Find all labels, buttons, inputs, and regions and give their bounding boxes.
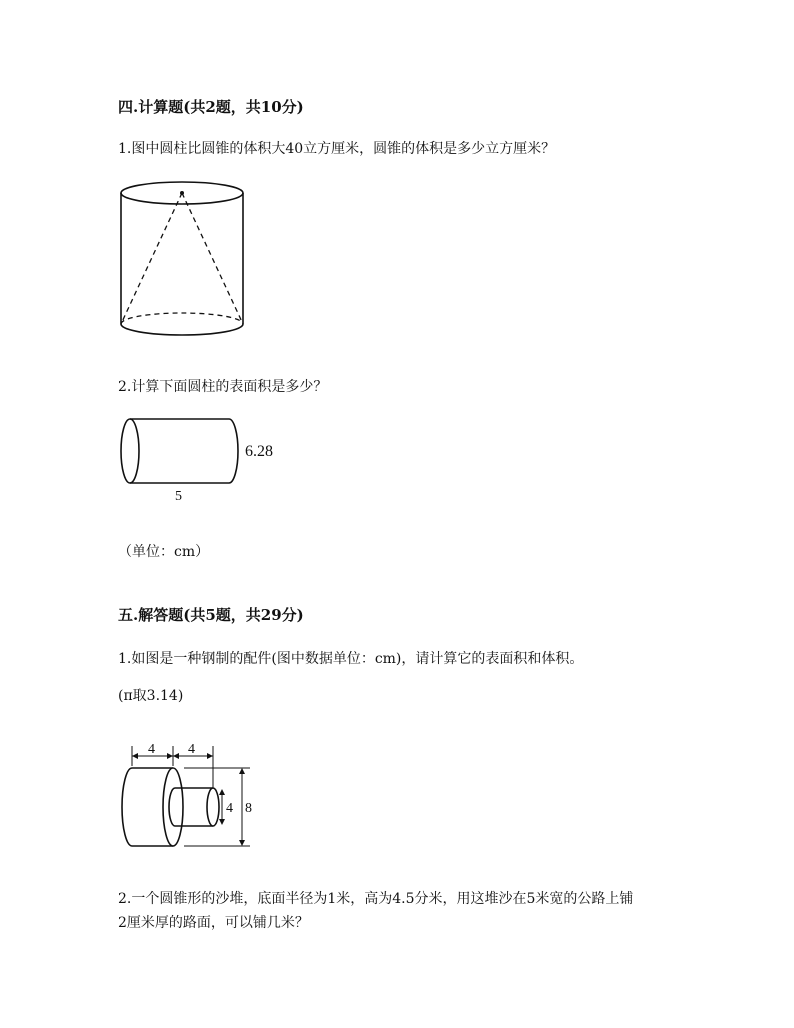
small-cylinder-end bbox=[207, 788, 219, 826]
dim-label-big: 8 bbox=[245, 801, 252, 816]
cylinder-right-end bbox=[229, 419, 238, 483]
cylinder-bottom-front bbox=[121, 324, 243, 335]
cone-right-edge bbox=[182, 193, 243, 324]
horizontal-cylinder-figure bbox=[118, 414, 298, 504]
cone-left-edge bbox=[121, 193, 182, 324]
cylinder-cone-figure bbox=[118, 178, 258, 343]
section-4-heading: 四.计算题(共2题，共10分) bbox=[118, 98, 304, 116]
s5-pi-note: (π取3.14) bbox=[118, 688, 184, 704]
dim-label-left: 4 bbox=[148, 742, 155, 757]
s4-question-1-text: 1.图中圆柱比圆锥的体积大40立方厘米，圆锥的体积是多少立方厘米？ bbox=[118, 141, 556, 157]
s5-question-2-line1: 2.一个圆锥形的沙堆，底面半径为1米，高为4.5分米，用这堆沙在5米宽的公路上铺 bbox=[118, 891, 634, 907]
big-cylinder-left-end bbox=[122, 768, 132, 846]
label-length: 5 bbox=[175, 489, 182, 504]
s4-unit-note: （单位：cm） bbox=[118, 544, 210, 560]
cylinder-bottom-back bbox=[121, 313, 243, 324]
steel-part-figure bbox=[118, 738, 263, 853]
dim-label-right: 4 bbox=[188, 742, 195, 757]
s5-question-1-text: 1.如图是一种钢制的配件(图中数据单位：cm)，请计算它的表面积和体积。 bbox=[118, 651, 584, 667]
cylinder-left-end bbox=[121, 419, 139, 483]
section-5-heading: 五.解答题(共5题，共29分) bbox=[118, 606, 304, 624]
label-height: 6.28 bbox=[245, 443, 273, 460]
big-cylinder-right-face bbox=[163, 768, 183, 846]
s4-question-2-text: 2.计算下面圆柱的表面积是多少？ bbox=[118, 379, 328, 395]
cone-apex bbox=[180, 191, 184, 195]
s5-question-2-line2: 2厘米厚的路面，可以铺几米？ bbox=[118, 915, 309, 931]
dim-label-small: 4 bbox=[226, 801, 233, 816]
